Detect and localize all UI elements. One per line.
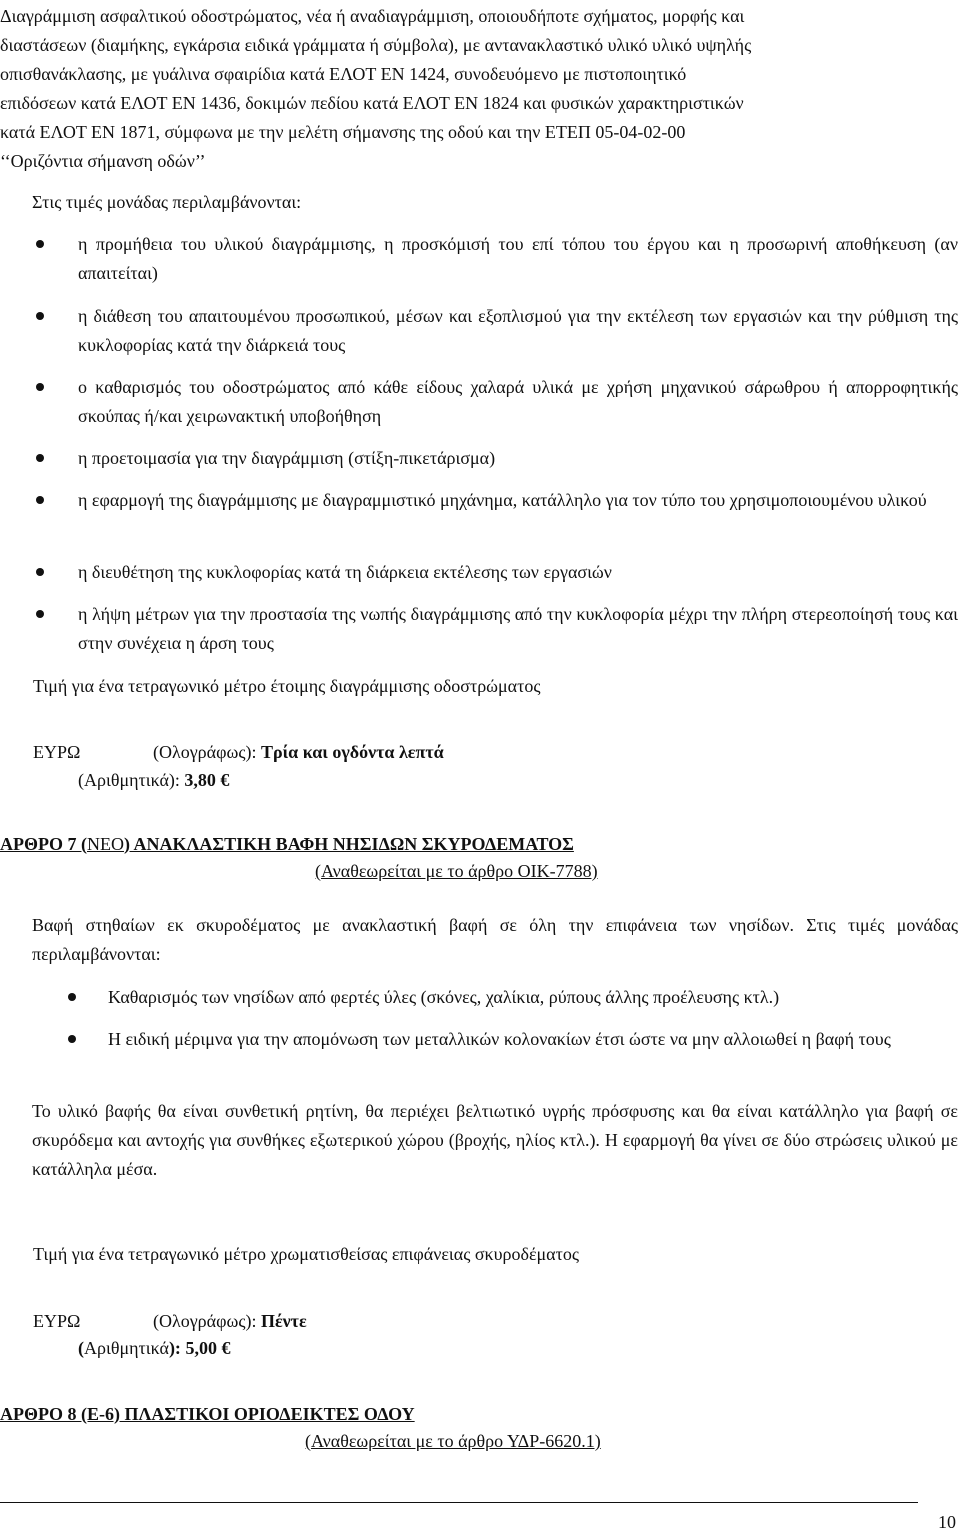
- intro-paragraph: [0, 2, 958, 176]
- list-item-text: Καθαρισμός των νησίδων από φερτές ύλες (σκόνες, χαλίκια, ρύπους άλλης προέλευσης κτλ.): [108, 987, 780, 1007]
- list-item: [108, 1025, 958, 1083]
- list-item-text: Η ειδική μέριμνα για την απομόνωση των μεταλλικών κολονακίων έτσι ώστε να μην αλλοιωθεί η βαφή τους: [108, 1029, 891, 1049]
- article-7-subheading: (Αναθεωρείται με το άρθρο ΟΙΚ-7788): [315, 861, 598, 881]
- article-7-intro-text: Βαφή στηθαίων εκ σκυροδέματος με ανακλαστική βαφή σε όλη την επιφάνεια των νησίδων. Στις τιμές μονάδας περιλαμβάνονται:: [32, 915, 958, 964]
- bullet-icon: [36, 568, 44, 576]
- heading-part: ΑΡΘΡΟ 7 (: [0, 834, 87, 854]
- currency-label: ΕΥΡΩ: [33, 742, 81, 762]
- price-numeric: [78, 766, 229, 795]
- article-8-subheading: (Αναθεωρείται με το άρθρο ΥΔΡ-6620.1): [305, 1431, 601, 1451]
- words-label: (Ολογράφως):: [153, 742, 257, 762]
- article-7-items-list: [108, 983, 958, 1083]
- intro-line: οπισθανάκλασης, με γυάλινα σφαιρίδια κατά ΕΛΟΤ ΕΝ 1424, συνοδευόμενο με πιστοποιητικό: [0, 64, 687, 84]
- intro-line: επιδόσεων κατά ΕΛΟΤ ΕΝ 1436, δοκιμών πεδίου κατά ΕΛΟΤ ΕΝ 1824 και φυσικών χαρακτηριστικών: [0, 93, 744, 113]
- list-item-text: η προμήθεια του υλικού διαγράμμισης, η προσκόμισή του επί τόπου του έργου και η προσωρινή αποθήκευση (αν απαιτείται): [78, 234, 958, 283]
- numeric-paren: ):: [168, 1338, 181, 1358]
- price-description: Τιμή για ένα τετραγωνικό μέτρο έτοιμης διαγράμμισης οδοστρώματος: [33, 676, 541, 696]
- list-item: [78, 230, 958, 288]
- bullet-icon: [36, 496, 44, 504]
- bullet-icon: [68, 993, 76, 1001]
- price-in-words: [153, 1307, 307, 1336]
- numeric-label: Αριθμητικά: [84, 1338, 169, 1358]
- numeric-paren: (: [78, 1338, 84, 1358]
- included-items-list: [78, 230, 958, 658]
- included-items-lead: Στις τιμές μονάδας περιλαμβάνονται:: [32, 192, 302, 212]
- intro-line: ‘‘Οριζόντια σήμανση οδών’’: [0, 151, 206, 171]
- list-item: [108, 983, 958, 1012]
- numeric-value: 3,80 €: [184, 770, 230, 790]
- list-item: [78, 486, 958, 544]
- heading-part: ΝΕΟ: [87, 834, 124, 854]
- bullet-icon: [36, 610, 44, 618]
- article-7-heading: [0, 830, 960, 859]
- list-item-text: ο καθαρισμός του οδοστρώματος από κάθε είδους χαλαρά υλικά με χρήση μηχανικού σάρωθρου ή απορροφητικής σκούπας ή/και χειρωνακτική υποβοήθηση: [78, 377, 958, 426]
- words-value: Τρία και ογδόντα λεπτά: [260, 742, 444, 762]
- words-label: (Ολογράφως):: [153, 1311, 257, 1331]
- list-item: [78, 373, 958, 431]
- page-number: 10: [938, 1512, 956, 1532]
- list-item-text: η εφαρμογή της διαγράμμισης με διαγραμμιστικό μηχάνημα, κατάλληλο για τον τύπο του χρησιμοποιουμένου υλικού: [78, 490, 927, 510]
- list-item-text: η διάθεση του απαιτουμένου προσωπικού, μέσων και εξοπλισμού για την εκτέλεση των εργασιών και την ρύθμιση της κυκλοφορίας κατά την διάρκειά τους: [78, 306, 958, 355]
- words-value: Πέντε: [260, 1311, 307, 1331]
- currency-label: ΕΥΡΩ: [33, 1311, 81, 1331]
- list-item-text: η διευθέτηση της κυκλοφορίας κατά τη διάρκεια εκτέλεσης των εργασιών: [78, 562, 612, 582]
- bullet-icon: [36, 383, 44, 391]
- article-7-intro: [32, 911, 958, 969]
- bullet-icon: [68, 1035, 76, 1043]
- footer-divider: [0, 1502, 918, 1503]
- bullet-icon: [36, 312, 44, 320]
- article-8-heading: ΑΡΘΡΟ 8 (Ε-6) ΠΛΑΣΤΙΚΟΙ ΟΡΙΟΔΕΙΚΤΕΣ ΟΔΟΥ: [0, 1404, 415, 1424]
- list-item: [78, 444, 958, 473]
- material-text: Το υλικό βαφής θα είναι συνθετική ρητίνη, θα περιέχει βελτιωτικό υγρής πρόσφυσης και θα είναι κατάλληλο για βαφή σε σκυρόδεμα και αντοχής για συνθήκες εξωτερικού χώρου (βροχής, ηλίος κτλ.). Η εφαρμογή θα γίνει σε δύο στρώσεις υλικού με κατάλληλα μέσα.: [32, 1101, 958, 1179]
- material-paragraph: [32, 1097, 958, 1184]
- bullet-icon: [36, 240, 44, 248]
- intro-line: διαστάσεων (διαμήκης, εγκάρσια ειδικά γράμματα ή σύμβολα), με αντανακλαστικό υλικό υλικό υψηλής: [0, 35, 752, 55]
- numeric-label: (Αριθμητικά):: [78, 770, 180, 790]
- list-item: [78, 600, 958, 658]
- intro-line: κατά ΕΛΟΤ ΕΝ 1871, σύμφωνα με την μελέτη σήμανσης της οδού και την ΕΤΕΠ 05-04-02-00: [0, 122, 686, 142]
- intro-line: Διαγράμμιση ασφαλτικού οδοστρώματος, νέα ή αναδιαγράμμιση, οποιουδήποτε σχήματος, μορφής και: [0, 6, 745, 26]
- list-item-text: η προετοιμασία για την διαγράμμιση (στίξη-πικετάρισμα): [78, 448, 496, 468]
- list-item-text: η λήψη μέτρων για την προστασία της νωπής διαγράμμισης από την κυκλοφορία μέχρι την πλήρη στερεοποίησή τους και στην συνέχεια η άρση τους: [78, 604, 958, 653]
- list-item: [78, 558, 958, 587]
- bullet-icon: [36, 454, 44, 462]
- numeric-value: 5,00 €: [185, 1338, 231, 1358]
- price-numeric: [78, 1334, 230, 1363]
- list-item: [78, 302, 958, 360]
- heading-part: ) ΑΝΑΚΛΑΣΤΙΚΗ ΒΑΦΗ ΝΗΣΙΔΩΝ ΣΚΥΡΟΔΕΜΑΤΟΣ: [124, 834, 574, 854]
- price-in-words: [153, 738, 444, 767]
- price-description: Τιμή για ένα τετραγωνικό μέτρο χρωματισθείσας επιφάνειας σκυροδέματος: [33, 1244, 579, 1264]
